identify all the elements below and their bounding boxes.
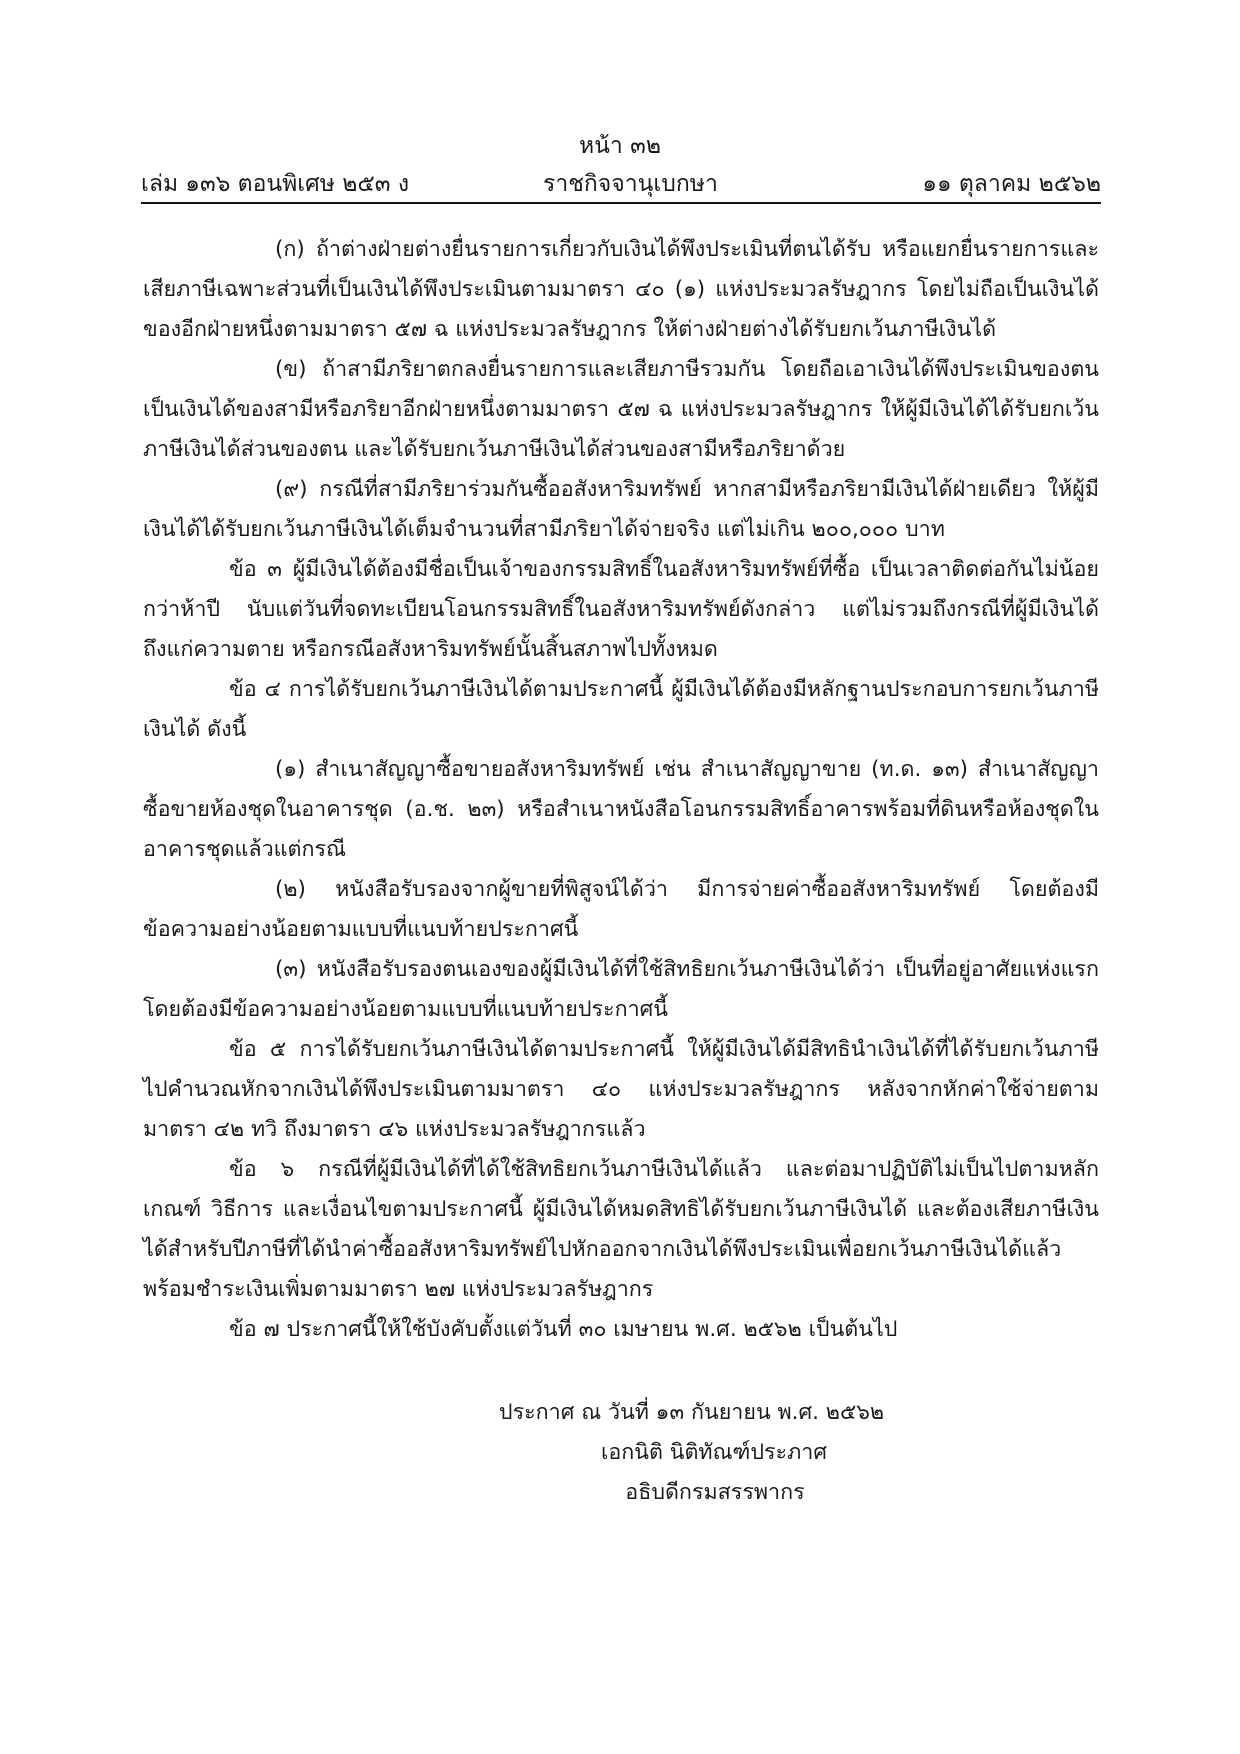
document-body	[143, 230, 1099, 1350]
header-divider	[141, 202, 1101, 204]
gazette-title: ราชกิจจานุเบกษา	[543, 171, 718, 197]
paragraph-9: ข้อ ๕ การได้รับยกเว้นภาษีเงินได้ตามประกาศนี้ ให้ผู้มีเงินได้มีสิทธินำเงินได้ที่ได้รับยกเว้นภาษีไปคำนวณหักจากเงินได้พึงประเมินตามมาตรา ๔๐ แห่งประมวลรัษฎากร หลังจากหักค่าใช้จ่ายตามมาตรา ๔๒ ทวิ ถึงมาตรา ๔๖ แห่งประมวลรัษฎากรแล้ว	[143, 1037, 1099, 1142]
paragraph-1: (ก) ถ้าต่างฝ่ายต่างยื่นรายการเกี่ยวกับเงินได้พึงประเมินที่ตนได้รับ หรือแยกยื่นรายการและเสียภาษีเฉพาะส่วนที่เป็นเงินได้พึงประเมินตามมาตรา ๔๐ (๑) แห่งประมวลรัษฎากร โดยไม่ถือเป็นเงินได้ของอีกฝ่ายหนึ่งตามมาตรา ๕๗ ฉ แห่งประมวลรัษฎากร ให้ต่างฝ่ายต่างได้รับยกเว้นภาษีเงินได้	[143, 237, 1099, 342]
paragraph-3: (๙) กรณีที่สามีภริยาร่วมกันซื้ออสังหาริมทรัพย์ หากสามีหรือภริยามีเงินได้ฝ่ายเดียว ให้ผู้มีเงินได้ได้รับยกเว้นภาษีเงินได้เต็มจำนวนที่สามีภริยาได้จ่ายจริง แต่ไม่เกิน ๒๐๐,๐๐๐ บาท	[143, 477, 1099, 542]
page-number: หน้า ๓๒	[579, 133, 661, 159]
running-header	[141, 166, 1101, 196]
signatory-position: อธิบดีกรมสรรพากร	[625, 1480, 805, 1505]
signature-block	[0, 1393, 1240, 1513]
paragraph-11: ข้อ ๗ ประกาศนี้ให้ใช้บังคับตั้งแต่วันที่ ๓๐ เมษายน พ.ศ. ๒๕๖๒ เป็นต้นไป	[229, 1317, 898, 1342]
volume-issue: เล่ม ๑๓๖ ตอนพิเศษ ๒๕๓ ง	[141, 171, 410, 197]
issue-date: ๑๑ ตุลาคม ๒๕๖๒	[922, 171, 1101, 197]
signatory-name: เอกนิติ นิติทัณฑ์ประภาศ	[600, 1440, 828, 1465]
paragraph-8: (๓) หนังสือรับรองตนเองของผู้มีเงินได้ที่ใช้สิทธิยกเว้นภาษีเงินได้ว่า เป็นที่อยู่อาศัยแห่งแรกโดยต้องมีข้อความอย่างน้อยตามแบบที่แนบท้ายประกาศนี้	[143, 957, 1099, 1022]
paragraph-2: (ข) ถ้าสามีภริยาตกลงยื่นรายการและเสียภาษีรวมกัน โดยถือเอาเงินได้พึงประเมินของตนเป็นเงินได้ของสามีหรือภริยาอีกฝ่ายหนึ่งตามมาตรา ๕๗ ฉ แห่งประมวลรัษฎากร ให้ผู้มีเงินได้ได้รับยกเว้นภาษีเงินได้ส่วนของตน และได้รับยกเว้นภาษีเงินได้ส่วนของสามีหรือภริยาด้วย	[143, 357, 1099, 462]
paragraph-4: ข้อ ๓ ผู้มีเงินได้ต้องมีชื่อเป็นเจ้าของกรรมสิทธิ์ในอสังหาริมทรัพย์ที่ซื้อ เป็นเวลาติดต่อกันไม่น้อยกว่าห้าปี นับแต่วันที่จดทะเบียนโอนกรรมสิทธิ์ในอสังหาริมทรัพย์ดังกล่าว แต่ไม่รวมถึงกรณีที่ผู้มีเงินได้ถึงแก่ความตาย หรือกรณีอสังหาริมทรัพย์นั้นสิ้นสภาพไปทั้งหมด	[143, 557, 1099, 662]
announcement-date: ประกาศ ณ วันที่ ๑๓ กันยายน พ.ศ. ๒๕๖๒	[498, 1400, 885, 1425]
paragraph-5: ข้อ ๔ การได้รับยกเว้นภาษีเงินได้ตามประกาศนี้ ผู้มีเงินได้ต้องมีหลักฐานประกอบการยกเว้นภาษีเงินได้ ดังนี้	[143, 677, 1099, 742]
paragraph-7: (๒) หนังสือรับรองจากผู้ขายที่พิสูจน์ได้ว่า มีการจ่ายค่าซื้ออสังหาริมทรัพย์ โดยต้องมีข้อความอย่างน้อยตามแบบที่แนบท้ายประกาศนี้	[143, 877, 1099, 942]
paragraph-10: ข้อ ๖ กรณีที่ผู้มีเงินได้ที่ได้ใช้สิทธิยกเว้นภาษีเงินได้แล้ว และต่อมาปฏิบัติไม่เป็นไปตามหลักเกณฑ์ วิธีการ และเงื่อนไขตามประกาศนี้ ผู้มีเงินได้หมดสิทธิได้รับยกเว้นภาษีเงินได้ และต้องเสียภาษีเงินได้สำหรับปีภาษีที่ได้นำค่าซื้ออสังหาริมทรัพย์ไปหักออกจากเงินได้พึงประเมินเพื่อยกเว้นภาษีเงินได้แล้ว พร้อมชำระเงินเพิ่มตามมาตรา ๒๗ แห่งประมวลรัษฎากร	[143, 1157, 1099, 1302]
paragraph-6: (๑) สำเนาสัญญาซื้อขายอสังหาริมทรัพย์ เช่น สำเนาสัญญาขาย (ท.ด. ๑๓) สำเนาสัญญาซื้อขายห้องชุดในอาคารชุด (อ.ช. ๒๓) หรือสำเนาหนังสือโอนกรรมสิทธิ์อาคารพร้อมที่ดินหรือห้องชุดในอาคารชุดแล้วแต่กรณี	[143, 757, 1099, 862]
